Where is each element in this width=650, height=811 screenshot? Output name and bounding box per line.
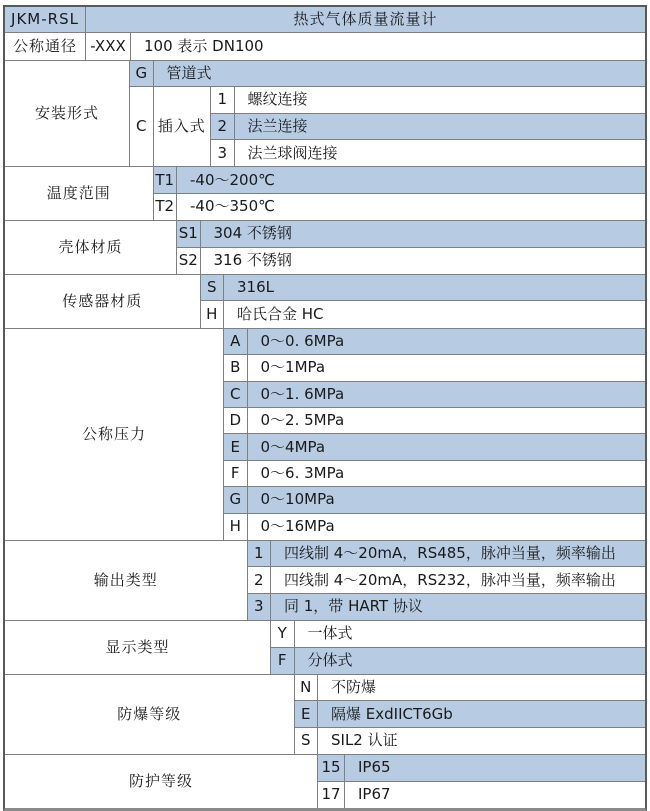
option-desc: 同 1，带 HART 协议	[271, 594, 645, 620]
option-code: B	[224, 355, 248, 380]
option-code: H	[201, 301, 225, 327]
option-row	[154, 194, 646, 220]
option-row	[211, 87, 645, 113]
sub-options	[211, 87, 645, 166]
section-label-display-type: 显示类型	[5, 621, 271, 674]
option-desc: 四线制 4～20mA，RS485，脉冲当量，频率输出	[271, 541, 645, 566]
option-desc: 316L	[224, 275, 645, 300]
option-code: 17	[318, 782, 345, 808]
option-row	[224, 382, 645, 408]
option-code: -XXX	[86, 33, 131, 59]
section-options-housing-material	[177, 221, 645, 274]
section-options-display-type	[271, 621, 645, 674]
option-row	[211, 114, 645, 140]
option-row	[224, 514, 645, 540]
option-code: S	[201, 275, 225, 300]
option-row	[295, 728, 646, 754]
option-desc: 0～10MPa	[248, 487, 646, 512]
option-row	[177, 248, 645, 274]
option-code: F	[224, 461, 248, 486]
section-options-nominal-diameter	[86, 33, 645, 59]
option-desc: 0～4MPa	[248, 434, 646, 459]
option-desc: SIL2 认证	[318, 728, 645, 754]
option-desc: 304 不锈钢	[201, 221, 646, 246]
option-desc: 0～1MPa	[248, 355, 646, 380]
option-row	[224, 487, 645, 513]
option-code: 3	[248, 594, 272, 620]
section-options-sensor-material	[201, 275, 646, 328]
option-row	[318, 782, 645, 808]
option-desc: 0～16MPa	[248, 514, 646, 540]
option-desc: 100 表示 DN100	[131, 33, 645, 59]
option-code: 1	[211, 87, 235, 112]
option-desc: 0～6. 3MPa	[248, 461, 646, 486]
option-row	[130, 61, 645, 87]
option-code: 3	[211, 140, 235, 166]
option-code: T1	[154, 167, 178, 192]
option-desc: 哈氏合金 HC	[224, 301, 645, 327]
section-display-type	[5, 621, 645, 675]
section-options-temperature-range	[154, 167, 646, 220]
option-desc: 管道式	[154, 61, 646, 86]
section-options-installation-type	[130, 61, 645, 167]
option-row	[211, 140, 645, 166]
section-nominal-diameter	[5, 33, 645, 60]
option-code: G	[224, 487, 248, 512]
option-code: 1	[248, 541, 272, 566]
option-code: S2	[177, 248, 201, 274]
option-code: F	[271, 648, 295, 674]
option-desc: 316 不锈钢	[201, 248, 646, 274]
option-desc: 0～0. 6MPa	[248, 329, 646, 354]
option-subgroup-label: 插入式	[154, 87, 212, 166]
section-label-nominal-pressure: 公称压力	[5, 329, 224, 540]
option-row	[224, 329, 645, 355]
section-label-explosion-proof-grade: 防爆等级	[5, 675, 295, 754]
section-protection-grade	[5, 755, 645, 808]
option-desc: 分体式	[295, 648, 646, 674]
option-desc: 0～1. 6MPa	[248, 382, 646, 407]
option-code: 2	[248, 567, 272, 592]
option-desc: -40～200℃	[177, 167, 645, 192]
model-code: JKM-RSL	[5, 7, 86, 32]
option-desc: 0～2. 5MPa	[248, 408, 646, 433]
option-row	[201, 275, 646, 301]
option-code: C	[224, 382, 248, 407]
option-desc: 不防爆	[318, 675, 645, 700]
option-desc: -40～350℃	[177, 194, 645, 220]
section-label-housing-material: 壳体材质	[5, 221, 177, 274]
option-row	[318, 755, 645, 781]
option-code: S1	[177, 221, 201, 246]
option-row	[248, 541, 646, 567]
option-row	[86, 33, 645, 59]
section-temperature-range	[5, 167, 645, 221]
section-options-nominal-pressure	[224, 329, 645, 540]
option-row	[201, 301, 646, 327]
option-desc: 法兰球阀连接	[235, 140, 646, 166]
option-row	[248, 594, 646, 620]
option-desc: IP65	[345, 755, 645, 780]
section-label-installation-type: 安装形式	[5, 61, 130, 167]
option-code: H	[224, 514, 248, 540]
option-code: G	[130, 61, 154, 86]
option-row	[295, 701, 646, 727]
option-desc: IP67	[345, 782, 645, 808]
model-selection-table	[3, 5, 647, 811]
section-label-temperature-range: 温度范围	[5, 167, 154, 220]
section-nominal-pressure	[5, 329, 645, 541]
option-desc: 法兰连接	[235, 114, 646, 139]
option-row	[248, 567, 646, 593]
option-code: A	[224, 329, 248, 354]
section-output-type	[5, 541, 645, 621]
section-housing-material	[5, 221, 645, 275]
option-code: D	[224, 408, 248, 433]
section-explosion-proof-grade	[5, 675, 645, 755]
section-options-explosion-proof-grade	[295, 675, 646, 754]
option-code: 2	[211, 114, 235, 139]
option-row	[295, 675, 646, 701]
section-options-output-type	[248, 541, 646, 620]
option-code: E	[224, 434, 248, 459]
section-installation-type	[5, 61, 645, 168]
option-row	[224, 408, 645, 434]
option-desc: 一体式	[295, 621, 646, 646]
option-row	[224, 461, 645, 487]
option-desc: 隔爆 ExdIICT6Gb	[318, 701, 645, 726]
option-code: C	[130, 87, 154, 166]
option-code: N	[295, 675, 319, 700]
section-label-nominal-diameter: 公称通径	[5, 33, 86, 59]
option-row	[271, 648, 645, 674]
option-code: 15	[318, 755, 345, 780]
section-options-protection-grade	[318, 755, 645, 808]
option-code: T2	[154, 194, 178, 220]
section-sensor-material	[5, 275, 645, 329]
option-code: S	[295, 728, 319, 754]
option-row	[224, 355, 645, 381]
product-title: 热式气体质量流量计	[86, 7, 645, 32]
section-label-protection-grade: 防护等级	[5, 755, 318, 808]
option-row	[271, 621, 645, 647]
option-row	[154, 167, 646, 193]
option-desc: 螺纹连接	[235, 87, 646, 112]
section-label-output-type: 输出类型	[5, 541, 248, 620]
option-row	[224, 434, 645, 460]
header-row	[5, 7, 645, 33]
option-code: Y	[271, 621, 295, 646]
section-label-sensor-material: 传感器材质	[5, 275, 201, 328]
option-code: E	[295, 701, 319, 726]
option-row	[177, 221, 645, 247]
option-desc: 四线制 4～20mA，RS232，脉冲当量，频率输出	[271, 567, 645, 592]
option-group-row	[130, 87, 645, 166]
